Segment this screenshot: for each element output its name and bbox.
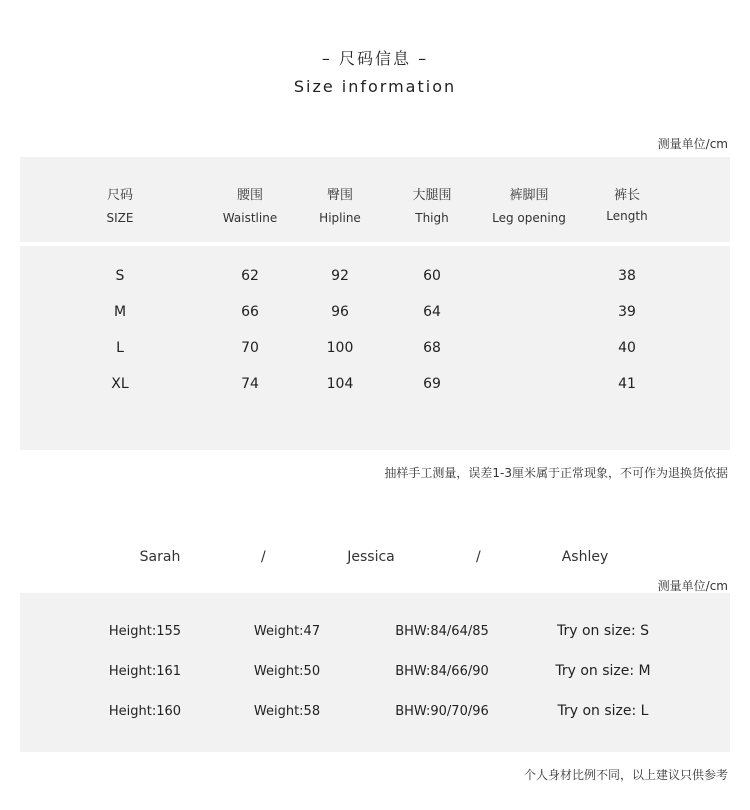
model-try-on-size: Try on size: S	[556, 623, 650, 639]
header-length-en: Length	[606, 209, 648, 223]
cell-hipline: 96	[331, 304, 349, 320]
model-bhw: BHW:90/70/96	[395, 704, 489, 719]
model-bhw: BHW:84/64/85	[395, 624, 489, 639]
cell-waistline: 62	[241, 268, 259, 284]
model-height: Height:161	[108, 664, 182, 679]
size-measurement-note: 抽样手工测量，误差1-3厘米属于正常现象，不可作为退换货依据	[384, 466, 728, 480]
cell-length: 39	[618, 304, 636, 320]
cell-length: 38	[618, 268, 636, 284]
model-weight: Weight:58	[253, 704, 321, 719]
model-separator: /	[261, 549, 266, 565]
cell-size: M	[113, 304, 127, 320]
title-chinese: – 尺码信息 –	[321, 49, 429, 68]
cell-thigh: 64	[423, 304, 441, 320]
header-thigh-cn: 大腿围	[412, 188, 452, 203]
header-hipline-en: Hipline	[319, 211, 361, 225]
size-unit-label: 测量单位/cm	[657, 137, 728, 151]
size-table-header	[20, 157, 730, 242]
cell-size: L	[116, 340, 124, 356]
model-name-jessica: Jessica	[347, 549, 395, 565]
cell-thigh: 69	[423, 376, 441, 392]
cell-thigh: 68	[423, 340, 441, 356]
model-table	[20, 593, 730, 752]
model-reference-note: 个人身材比例不同，以上建议只供参考	[523, 768, 728, 782]
model-height: Height:155	[108, 624, 182, 639]
header-leg-opening	[474, 184, 584, 225]
model-separator: /	[476, 549, 481, 565]
cell-waistline: 66	[241, 304, 259, 320]
title-english: Size information	[293, 77, 457, 96]
model-name-sarah: Sarah	[139, 549, 181, 565]
model-try-on-size: Try on size: M	[555, 663, 651, 679]
header-thigh-en: Thigh	[415, 211, 449, 225]
model-bhw: BHW:84/66/90	[395, 664, 489, 679]
header-waistline-cn: 腰围	[236, 188, 263, 203]
header-waistline-en: Waistline	[222, 211, 278, 225]
cell-thigh: 60	[423, 268, 441, 284]
cell-size: S	[115, 268, 125, 284]
model-weight: Weight:50	[253, 664, 321, 679]
model-name-ashley: Ashley	[561, 549, 609, 565]
header-leg-opening-cn: 裤脚围	[509, 188, 549, 203]
cell-length: 40	[618, 340, 636, 356]
header-leg-opening-en: Leg opening	[492, 211, 566, 225]
model-weight: Weight:47	[253, 624, 321, 639]
model-height: Height:160	[108, 704, 182, 719]
model-unit-label: 测量单位/cm	[657, 579, 728, 593]
cell-waistline: 70	[241, 340, 259, 356]
header-hipline-cn: 臀围	[326, 188, 353, 203]
header-size-cn: 尺码	[106, 188, 133, 203]
header-thigh	[377, 184, 487, 225]
cell-length: 41	[618, 376, 636, 392]
cell-waistline: 74	[241, 376, 259, 392]
cell-size: XL	[111, 376, 129, 392]
header-length-cn: 裤长	[613, 188, 640, 203]
cell-hipline: 92	[331, 268, 349, 284]
size-table-body	[20, 246, 730, 450]
cell-hipline: 100	[326, 340, 354, 356]
cell-hipline: 104	[326, 376, 354, 392]
header-length	[572, 184, 682, 223]
header-size	[65, 184, 175, 225]
model-try-on-size: Try on size: L	[557, 703, 649, 719]
header-size-en: SIZE	[106, 211, 134, 225]
